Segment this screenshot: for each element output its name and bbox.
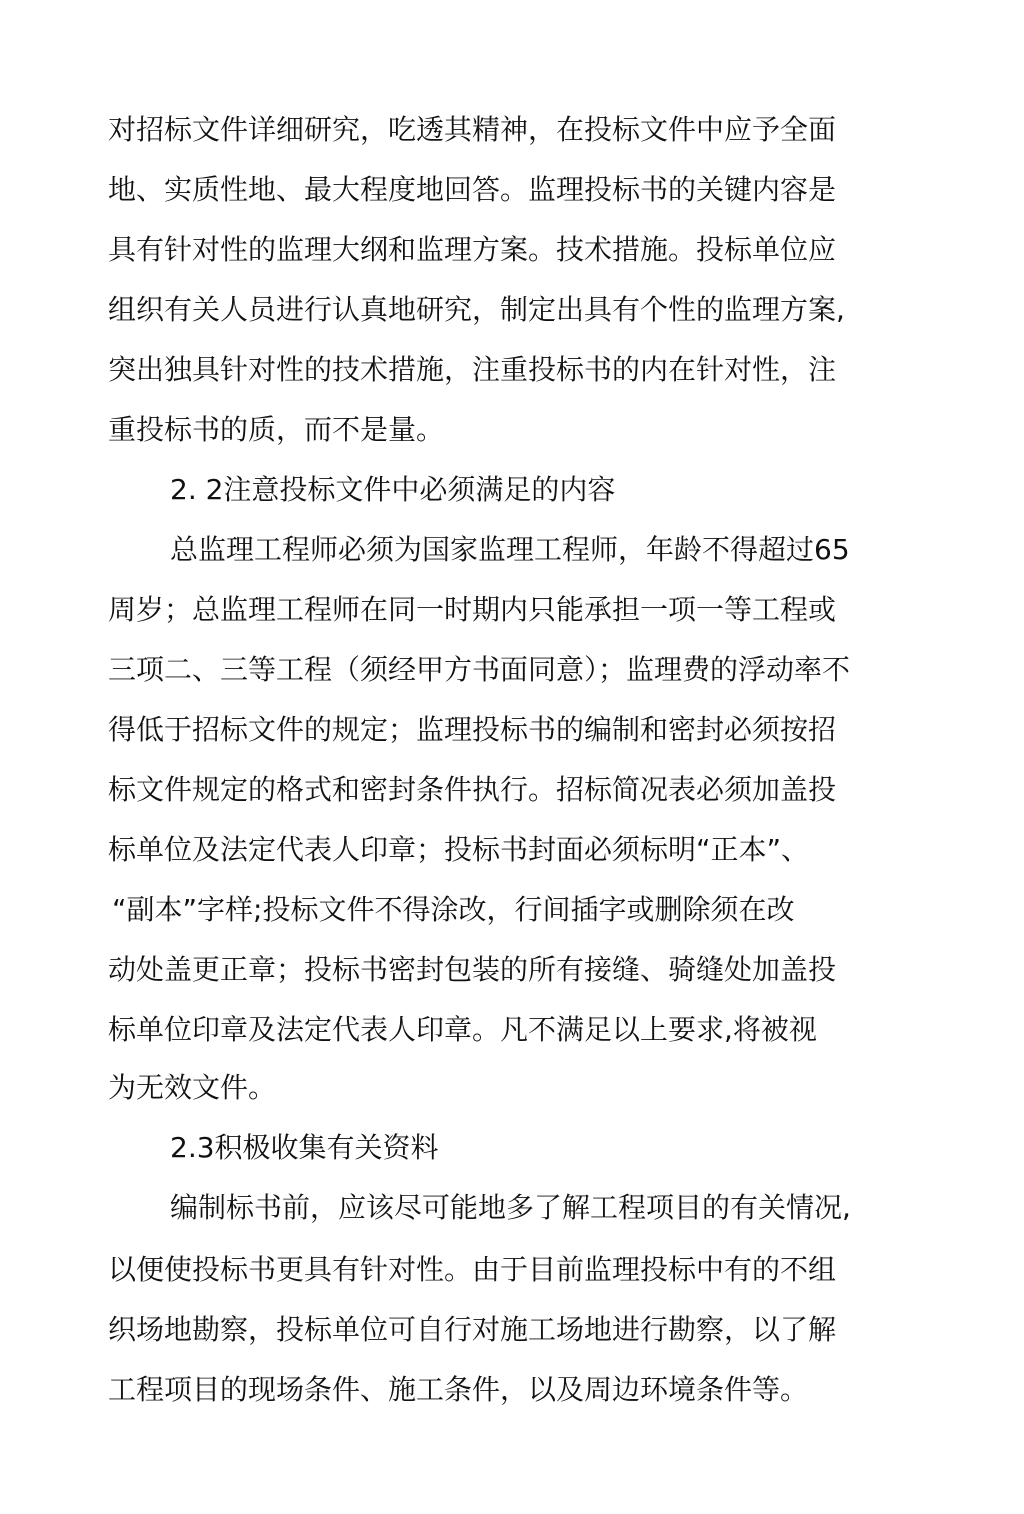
text-line-16: 标单位印章及法定代表人印章。凡不满足以上要求,将被视 (108, 1013, 817, 1046)
text-line-12: 标文件规定的格式和密封条件执行。招标简况表必须加盖投 (108, 773, 837, 806)
text-line-11: 得低于招标文件的规定；监理投标书的编制和密封必须按招 (108, 713, 837, 746)
text-line-20: 以便使投标书更具有针对性。由于目前监理投标中有的不组 (108, 1253, 837, 1286)
text-line-21: 织场地勘察，投标单位可自行对施工场地进行勘察，以了解 (108, 1313, 837, 1346)
text-line-8: 总监理工程师必须为国家监理工程师，年龄不得超过65 (170, 533, 850, 566)
text-line-19: 编制标书前，应该尽可能地多了解工程项目的有关情况, (170, 1191, 851, 1224)
text-line-13: 标单位及法定代表人印章；投标书封面必须标明“正本”、 (108, 833, 810, 866)
text-line-1: 对招标文件详细研究，吃透其精神，在投标文件中应予全面 (108, 113, 837, 146)
text-line-2: 地、实质性地、最大程度地回答。监理投标书的关键内容是 (108, 173, 837, 206)
text-line-15: 动处盖更正章；投标书密封包装的所有接缝、骑缝处加盖投 (108, 953, 837, 986)
text-line-4: 组织有关人员进行认真地研究，制定出具有个性的监理方案, (108, 293, 845, 326)
text-line-5: 突出独具针对性的技术措施，注重投标书的内在针对性，注 (108, 353, 837, 386)
section-heading-2-3: 2.3积极收集有关资料 (170, 1131, 439, 1164)
text-line-9: 周岁；总监理工程师在同一时期内只能承担一项一等工程或 (108, 593, 837, 626)
text-line-10: 三项二、三等工程（须经甲方书面同意）；监理费的浮动率不 (108, 653, 851, 686)
text-line-3: 具有针对性的监理大纲和监理方案。技术措施。投标单位应 (108, 233, 837, 266)
text-line-22: 工程项目的现场条件、施工条件，以及周边环境条件等。 (108, 1373, 809, 1406)
text-line-17: 为无效文件。 (108, 1071, 277, 1104)
text-line-14: “副本”字样;投标文件不得涂改，行间插字或删除须在改 (112, 893, 795, 926)
section-heading-2-2: 2. 2注意投标文件中必须满足的内容 (170, 473, 616, 506)
text-line-6: 重投标书的质，而不是量。 (108, 413, 445, 446)
